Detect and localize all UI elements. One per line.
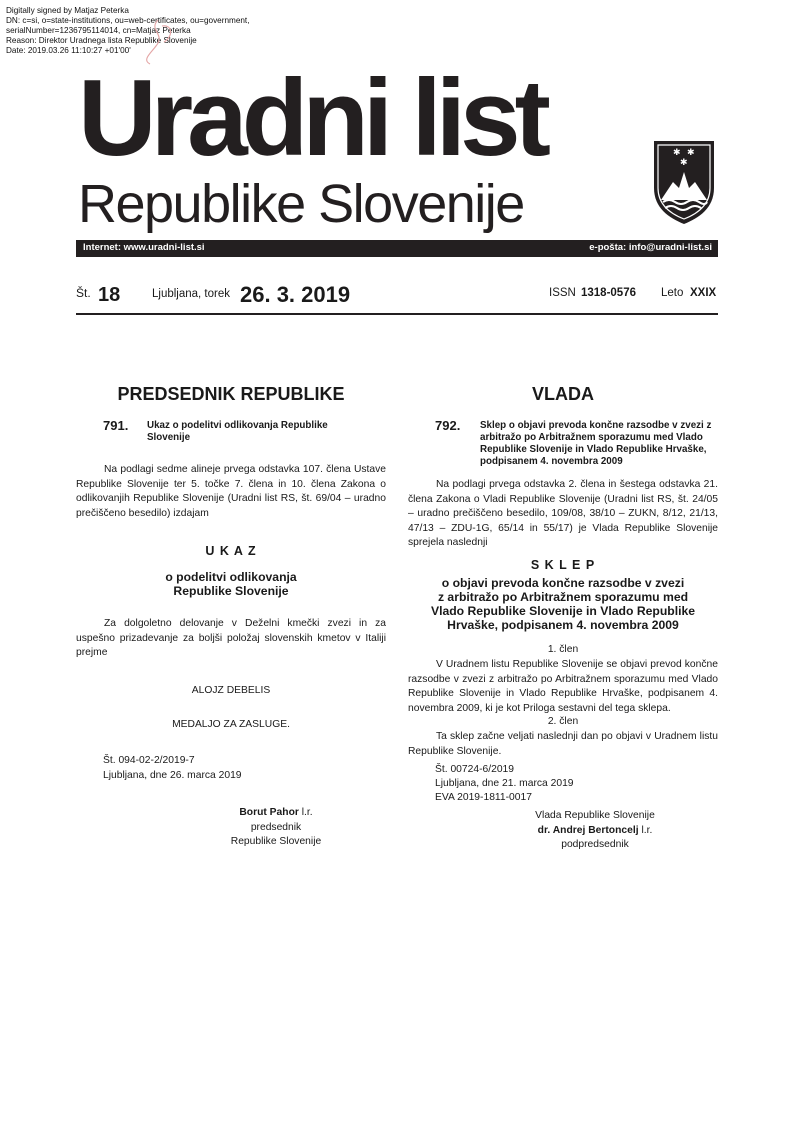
- header-divider: [76, 313, 718, 315]
- act-title: Sklep o objavi prevoda končne razsodbe v zvezi z arbitražo po Arbitražnem sporazumu med Vlado Republike Slovenije in Vlado Republike Hrvaške, podpisanem 4. novembra 2009: [480, 420, 712, 467]
- reference-number: Št. 00724-6/2019: [435, 764, 515, 775]
- signer-lr: l.r.: [638, 824, 653, 836]
- decree-heading: U K A Z: [205, 544, 257, 558]
- signature-line: Digitally signed by Matjaz Peterka: [6, 6, 129, 15]
- act-number: 792.: [435, 418, 461, 433]
- issue-place-day: Ljubljana, torek: [152, 288, 230, 300]
- act-intro: Na podlagi sedme alineje prvega odstavka 107. člena Ustave Republike Slovenije ter 5. točke 7. člena in 10. člena Zakona o odlikovanjih Republike Slovenije (Uradni list RS, št. 69/04 – uradno prečiščeno besedilo) izdajam: [76, 464, 386, 519]
- issn-label: ISSN: [549, 287, 576, 299]
- svg-text:✱: ✱: [680, 158, 688, 168]
- resolution-subheading-line: Vlado Republike Slovenije in Vlado Republike: [430, 604, 696, 618]
- signer-name: Borut Pahor: [239, 807, 299, 818]
- article-label: 2. člen: [547, 716, 579, 727]
- signer-role: podpredsednik: [561, 839, 629, 850]
- resolution-subheading: [408, 576, 718, 632]
- reference-date: Ljubljana, dne 21. marca 2019: [435, 778, 574, 789]
- resolution-subheading-line: Hrvaške, podpisanem 4. novembra 2009: [447, 618, 679, 632]
- signer-line: [505, 824, 685, 839]
- section-heading-president: PREDSEDNIK REPUBLIKE: [117, 384, 345, 404]
- signer-org: Vlada Republike Slovenije: [535, 810, 655, 821]
- decree-subheading-line: o podelitvi odlikovanja: [165, 570, 297, 584]
- resolution-heading: S K L E P: [530, 558, 596, 572]
- resolution-subheading-line: o objavi prevoda končne razsodbe v zvezi: [441, 576, 685, 590]
- signer-role: predsednik: [250, 821, 302, 833]
- year-value: XXIX: [690, 287, 717, 299]
- reference-number: Št. 094-02-2/2019-7: [103, 755, 195, 766]
- resolution-subheading-line: z arbitražo po Arbitražnem sporazumu med: [437, 590, 689, 604]
- signature-block: [505, 809, 685, 853]
- reference-eva: EVA 2019-1811-0017: [435, 792, 532, 803]
- signer-line: [206, 806, 346, 821]
- act-intro: Na podlagi prvega odstavka 2. člena in šestega odstavka 21. člena Zakona o Vladi Republike Slovenije (Uradni list RS, št. 24/05 – uradno prečiščeno besedilo, 109/08, 38/10 – ZUKN, 8/12, 21/13, 47/13 – ZDU-1G, 65/14 in 55/17) je Vlada Republike Slovenije sprejela naslednji: [408, 479, 718, 548]
- year-label: Leto: [661, 287, 684, 299]
- act-title: Ukaz o podelitvi odlikovanja Republike Slovenije: [147, 420, 328, 443]
- issue-info: [76, 282, 718, 312]
- svg-text:✱: ✱: [687, 148, 695, 158]
- article-label: 1. člen: [547, 644, 579, 655]
- signature-line: DN: c=si, o=state-institutions, ou=web-certificates, ou=government,: [6, 16, 250, 25]
- reference-date: Ljubljana, dne 26. marca 2019: [103, 770, 242, 781]
- signer-org: Republike Slovenije: [230, 836, 322, 847]
- article-text: V Uradnem listu Republike Slovenije se objavi prevod končne razsodbe v zvezi z arbitražo po Arbitražnem sporazumu med Vlado Republike Slovenije in Vlado Republike Hrvaške, podpisanem 4. novembra 2009, ki je kot Priloga sestavni del tega sklepa.: [408, 659, 718, 714]
- issue-date: 26. 3. 2019: [240, 282, 351, 307]
- decree-body: Za dolgoletno delovanje v Deželni kmečki zvezi in za uspešno prizadevanje za boljši položaj slovenskih kmetov v Italiji prejme: [76, 618, 386, 658]
- email-link[interactable]: e-pošta: info@uradni-list.si: [589, 242, 712, 253]
- decree-subheading-line: Republike Slovenije: [173, 584, 289, 598]
- issue-number: 18: [98, 284, 121, 306]
- signer-lr: l.r.: [298, 807, 313, 818]
- signature-line: Date: 2019.03.26 11:10:27 +01'00': [6, 46, 131, 55]
- internet-link[interactable]: Internet: www.uradni-list.si: [83, 242, 205, 253]
- contact-bar: [76, 240, 718, 257]
- issue-number-label: Št.: [76, 286, 91, 300]
- signer-name: dr. Andrej Bertoncelj: [537, 824, 639, 836]
- act-number: 791.: [103, 418, 129, 433]
- article-text: Ta sklep začne veljati naslednji dan po objavi v Uradnem listu Republike Slovenije.: [408, 731, 718, 757]
- signature-line: Reason: Direktor Uradnega lista Republike Slovenije: [6, 36, 197, 45]
- award-name: MEDALJO ZA ZASLUGE.: [172, 719, 290, 730]
- decree-subheading: [76, 570, 386, 598]
- issn-value: 1318-0576: [581, 287, 636, 299]
- signature-block: [206, 806, 346, 850]
- svg-text:✱: ✱: [673, 148, 681, 158]
- slovenia-coat-of-arms-icon: [651, 138, 717, 226]
- masthead-title: Uradni list: [78, 57, 545, 179]
- signature-line: serialNumber=1236795114014, cn=Matjaz Peterka: [6, 26, 191, 35]
- masthead-subtitle: Republike Slovenije: [78, 174, 524, 234]
- section-heading-government: VLADA: [532, 384, 594, 404]
- recipient-name: ALOJZ DEBELIS: [191, 685, 271, 696]
